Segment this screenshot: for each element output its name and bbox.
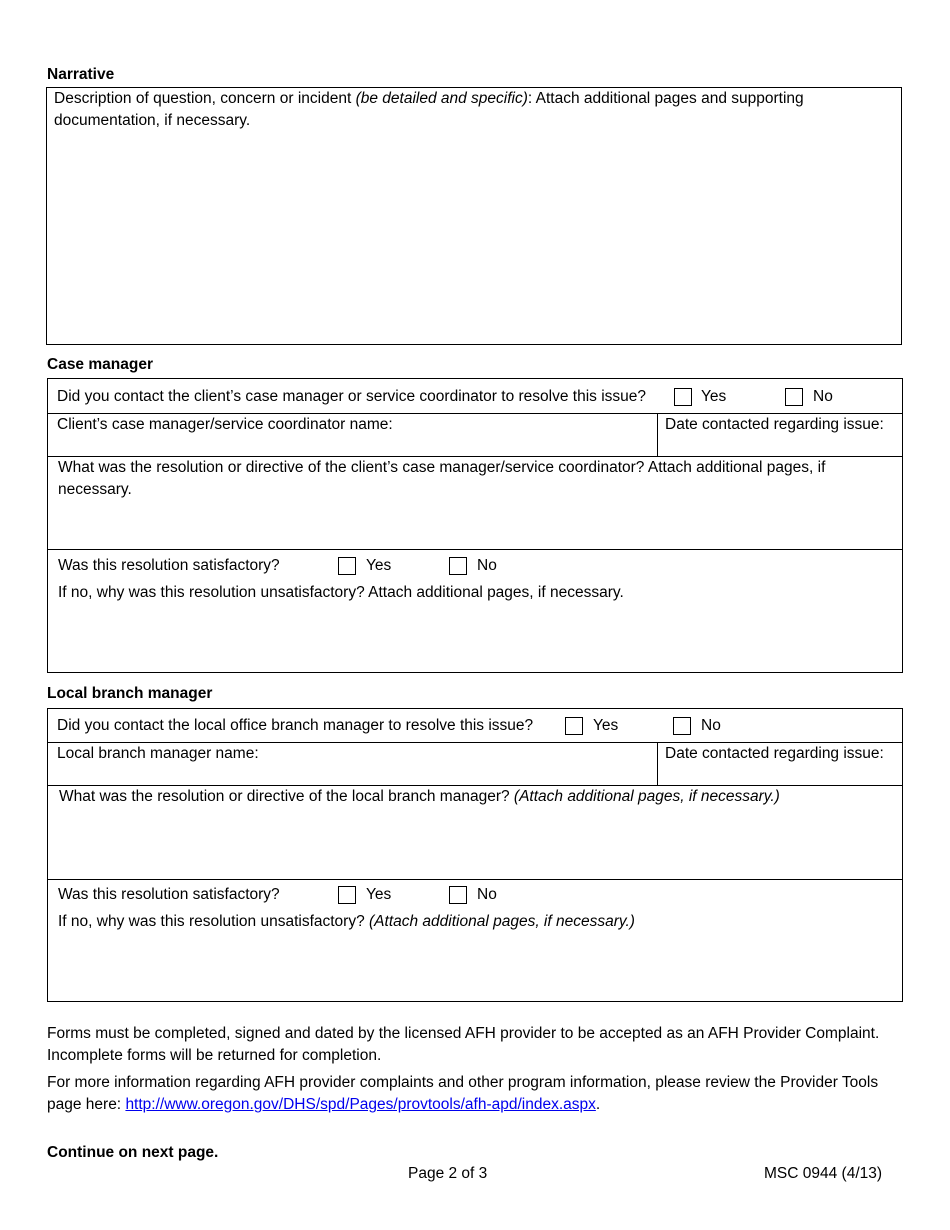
- narrative-description: Description of question, concern or incident (be detailed and specific): Attach additional pages and supporting documentation, if necessary.: [54, 90, 804, 129]
- branch-manager-satisfactory-no-checkbox[interactable]: [449, 886, 467, 904]
- form-code: MSC 0944 (4/13): [764, 1165, 883, 1182]
- case-manager-date-field[interactable]: [658, 414, 902, 455]
- case-manager-unsatisfactory-question: If no, why was this resolution unsatisfactory? Attach additional pages, if necessary.: [58, 584, 624, 601]
- narrative-title: Narrative: [47, 66, 115, 83]
- case-manager-resolution-field[interactable]: [48, 479, 902, 548]
- more-info-note: For more information regarding AFH provider complaints and other program information, please review the Provider Tools page here: http://www.oregon.gov/DHS/spd/Pages/provtools/afh-apd/index.aspx.: [47, 1074, 879, 1113]
- case-manager-satisfactory-yes-label: Yes: [366, 557, 392, 574]
- branch-manager-title: Local branch manager: [47, 685, 213, 702]
- case-manager-satisfactory-no-label: No: [477, 557, 497, 574]
- page-number: Page 2 of 3: [408, 1165, 488, 1182]
- case-manager-title: Case manager: [47, 356, 153, 373]
- branch-manager-satisfactory-yes-checkbox[interactable]: [338, 886, 356, 904]
- branch-manager-satisfactory-yes-label: Yes: [366, 886, 392, 903]
- branch-manager-contact-yes-checkbox[interactable]: [565, 717, 583, 735]
- branch-manager-resolution-question: What was the resolution or directive of the local branch manager? (Attach additional pages, if necessary.): [59, 788, 780, 805]
- case-manager-resolution-question: What was the resolution or directive of the client’s case manager/service coordinator? Attach additional pages, if necessary.: [58, 459, 826, 498]
- branch-manager-satisfactory-no-label: No: [477, 886, 497, 903]
- case-manager-contact-yes-label: Yes: [701, 388, 727, 405]
- case-manager-name-field[interactable]: [48, 414, 657, 455]
- case-manager-contact-no-label: No: [813, 388, 833, 405]
- completion-note: Forms must be completed, signed and dated by the licensed AFH provider to be accepted as an AFH Provider Complaint. Incomplete forms will be returned for completion.: [47, 1025, 880, 1064]
- divider: [48, 549, 902, 550]
- branch-manager-contact-no-label: No: [701, 717, 721, 734]
- case-manager-unsatisfactory-field[interactable]: [48, 605, 902, 672]
- divider: [48, 879, 902, 880]
- provider-tools-link[interactable]: http://www.oregon.gov/DHS/spd/Pages/provtools/afh-apd/index.aspx: [125, 1096, 596, 1113]
- branch-manager-resolution-field[interactable]: [48, 808, 902, 878]
- branch-manager-date-label: Date contacted regarding issue:: [665, 745, 884, 762]
- case-manager-satisfactory-question: Was this resolution satisfactory?: [58, 557, 280, 574]
- case-manager-contact-question: Did you contact the client’s case manager or service coordinator to resolve this issue?: [57, 388, 647, 405]
- branch-manager-contact-yes-label: Yes: [593, 717, 619, 734]
- continue-note: Continue on next page.: [47, 1144, 219, 1161]
- case-manager-satisfactory-no-checkbox[interactable]: [449, 557, 467, 575]
- narrative-box[interactable]: [46, 87, 902, 345]
- case-manager-contact-no-checkbox[interactable]: [785, 388, 803, 406]
- branch-manager-contact-no-checkbox[interactable]: [673, 717, 691, 735]
- case-manager-name-label: Client’s case manager/service coordinator name:: [57, 416, 393, 433]
- branch-manager-table: [47, 708, 903, 1002]
- case-manager-date-label: Date contacted regarding issue:: [665, 416, 884, 433]
- branch-manager-satisfactory-question: Was this resolution satisfactory?: [58, 886, 280, 903]
- branch-manager-unsatisfactory-question: If no, why was this resolution unsatisfactory? (Attach additional pages, if necessary.): [58, 913, 635, 930]
- case-manager-satisfactory-yes-checkbox[interactable]: [338, 557, 356, 575]
- case-manager-contact-yes-checkbox[interactable]: [674, 388, 692, 406]
- branch-manager-contact-question: Did you contact the local office branch manager to resolve this issue?: [57, 717, 534, 734]
- case-manager-table: [47, 378, 903, 673]
- branch-manager-date-field[interactable]: [658, 743, 902, 784]
- branch-manager-name-label: Local branch manager name:: [57, 745, 259, 762]
- branch-manager-name-field[interactable]: [48, 743, 657, 784]
- branch-manager-unsatisfactory-field[interactable]: [48, 934, 902, 1001]
